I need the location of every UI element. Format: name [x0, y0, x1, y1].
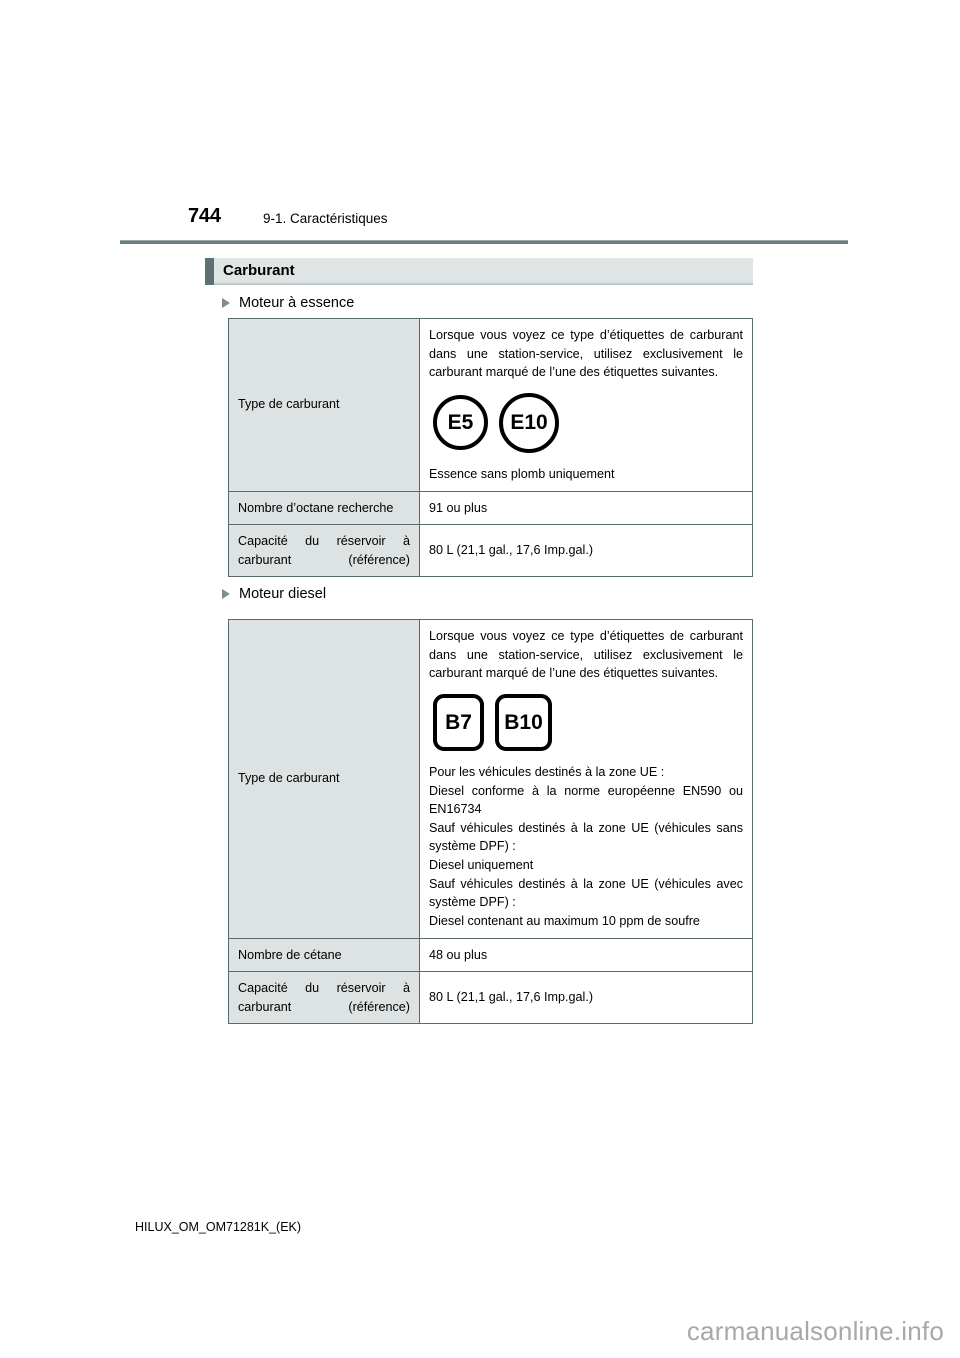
table-fuel-diesel: [228, 619, 753, 1024]
document-footer-code: HILUX_OM_OM71281K_(EK): [135, 1220, 302, 1234]
diesel-spec-line: Pour les véhicules destinés à la zone UE :: [429, 764, 665, 779]
table-row: [229, 491, 753, 525]
cell-label-tank-capacity: Capacité du réservoir à carburant (référence): [229, 972, 420, 1024]
table-row: [229, 972, 753, 1024]
fuel-badge-row: [433, 694, 743, 751]
fuel-label-intro-text: Lorsque vous voyez ce type d’étiquettes de carburant dans une station-service, utilisez exclusivement le carburant marqué de l’une des étiquettes suivantes.: [429, 629, 743, 681]
cell-value-tank-capacity: 80 L (21,1 gal., 17,6 Imp.gal.): [420, 525, 753, 577]
heading-moteur-diesel: [222, 586, 326, 602]
page-header: [120, 205, 848, 239]
cell-label-tank-capacity: Capacité du réservoir à carburant (référence): [229, 525, 420, 577]
heading-moteur-essence: [222, 295, 354, 311]
fuel-badge-b10: B10: [495, 694, 552, 751]
cell-label-cetane: Nombre de cétane: [229, 938, 420, 972]
fuel-label-intro-text: Lorsque vous voyez ce type d’étiquettes de carburant dans une station-service, utilisez exclusivement le carburant marqué de l’une des étiquettes suivantes.: [429, 328, 743, 380]
breadcrumb-section-title: 9-1. Caractéristiques: [263, 211, 388, 226]
diesel-spec-line: Diesel uniquement: [429, 858, 534, 872]
heading-label: Moteur à essence: [239, 295, 355, 311]
cell-value-tank-capacity: 80 L (21,1 gal., 17,6 Imp.gal.): [420, 972, 753, 1024]
table-row: [229, 525, 753, 577]
header-divider: [120, 240, 848, 244]
fuel-badge-e5: E5: [433, 395, 488, 450]
table-row: [229, 938, 753, 972]
cell-label-fuel-type: Type de carburant: [229, 620, 420, 939]
fuel-note-text: Essence sans plomb uniquement: [429, 466, 615, 481]
diesel-spec-line: Diesel conforme à la norme européenne EN590 ou EN16734: [429, 783, 743, 817]
diesel-spec-line: Diesel contenant au maximum 10 ppm de soufre: [429, 913, 700, 928]
triangle-bullet-icon: [222, 589, 230, 599]
triangle-bullet-icon: [222, 298, 230, 308]
section-banner: [205, 258, 753, 285]
fuel-badge-row: [433, 393, 743, 453]
heading-label: Moteur diesel: [239, 586, 327, 602]
cell-value-fuel-type: [420, 620, 753, 939]
cell-value-fuel-type: [420, 319, 753, 492]
cell-label-octane: Nombre d’octane recherche: [229, 491, 420, 525]
fuel-badge-b7: B7: [433, 694, 484, 751]
cell-value-octane: 91 ou plus: [420, 491, 753, 525]
page-number: 744: [188, 205, 221, 227]
table-fuel-petrol: [228, 318, 753, 577]
cell-value-cetane: 48 ou plus: [420, 938, 753, 972]
table-row: [229, 620, 753, 939]
table-row: [229, 319, 753, 492]
banner-title: Carburant: [223, 262, 295, 279]
diesel-spec-line: Sauf véhicules destinés à la zone UE (véhicules sans système DPF) :: [429, 820, 743, 854]
diesel-spec-line: Sauf véhicules destinés à la zone UE (véhicules avec système DPF) :: [429, 876, 743, 910]
banner-accent-bar: [205, 258, 214, 285]
cell-label-fuel-type: Type de carburant: [229, 319, 420, 492]
fuel-badge-e10: E10: [499, 393, 559, 453]
watermark: carmanualsonline.info: [686, 1316, 944, 1346]
